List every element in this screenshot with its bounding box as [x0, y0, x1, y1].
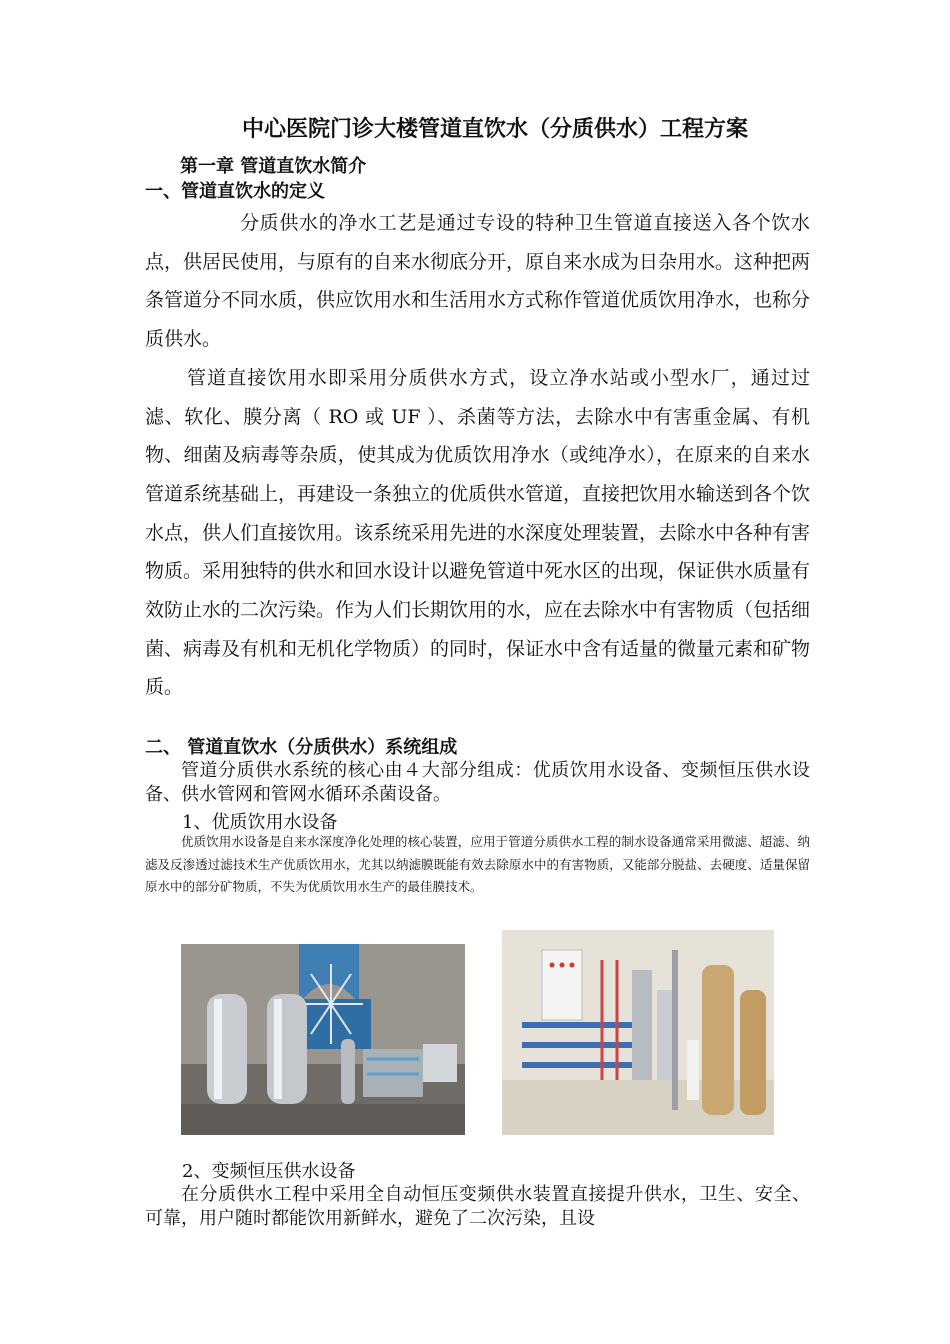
filtration-tanks-photo [181, 944, 465, 1135]
section-heading-definition: 一、管道直饮水的定义 [145, 181, 325, 202]
equipment-description [145, 831, 810, 899]
pressure-description [145, 1183, 810, 1231]
document-title: 中心医院门诊大楼管道直饮水（分质供水）工程方案 [241, 117, 748, 142]
chapter-heading: 第一章 管道直饮水简介 [180, 156, 367, 177]
paragraph: 管道直接饮用水即采用分质供水方式，设立净水站或小型水厂，通过过滤、软化、膜分离（ RO 或 UF ）、杀菌等方法，去除水中有害重金属、有机物、细菌及病毒等杂质，使其成为优质饮用净水（或纯净水），在原来的自来水管道系统基础上，再建设一条独立的优质供水管道，直接把饮用水输送到各个饮水点，供人们直接饮用。该系统采用先进的水深度处理装置，去除水中各种有害物质。采用独特的供水和回水设计以避免管道中死水区的出现，保证供水质量有效防止水的二次污染。作为人们长期饮用的水，应在去除水中有害物质（包括细菌、病毒及有机和无机化学物质）的同时，保证水中含有适量的微量元素和矿物质。 [145, 366, 811, 699]
ro-equipment-photo [502, 930, 774, 1135]
section-heading-composition: 二、 管道直饮水（分质供水）系统组成 [145, 737, 458, 758]
subsection-heading-pressure: 2、变频恒压供水设备 [182, 1161, 356, 1182]
paragraph: 优质饮用水设备是自来水深度净化处理的核心装置，应用于管道分质供水工程的制水设备通常采用微滤、超滤、纳滤及反渗透过滤技术生产优质饮用水，尤其以纳滤膜既能有效去除原水中的有害物质，又能部分脱盐、去硬度、适量保留原水中的部分矿物质，不失为优质饮用水生产的最佳膜技术。 [145, 834, 810, 895]
subsection-heading-equipment: 1、优质饮用水设备 [182, 812, 338, 833]
paragraph: 分质供水的净水工艺是通过专设的特种卫生管道直接送入各个饮水点，供居民使用，与原有的自来水彻底分开，原自来水成为日杂用水。这种把两条管道分不同水质，供应饮用水和生活用水方式称作管道优质饮用净水，也称分质供水。 [145, 212, 811, 351]
composition-intro [145, 759, 810, 807]
paragraph: 管道分质供水系统的核心由４大部分组成：优质饮用水设备、变频恒压供水设备、供水管网和管网水循环杀菌设备。 [145, 760, 810, 805]
paragraph: 在分质供水工程中采用全自动恒压变频供水装置直接提升供水，卫生、安全、可靠，用户随时都能饮用新鲜水，避免了二次污染，且设 [145, 1184, 810, 1229]
definition-body [145, 204, 810, 707]
